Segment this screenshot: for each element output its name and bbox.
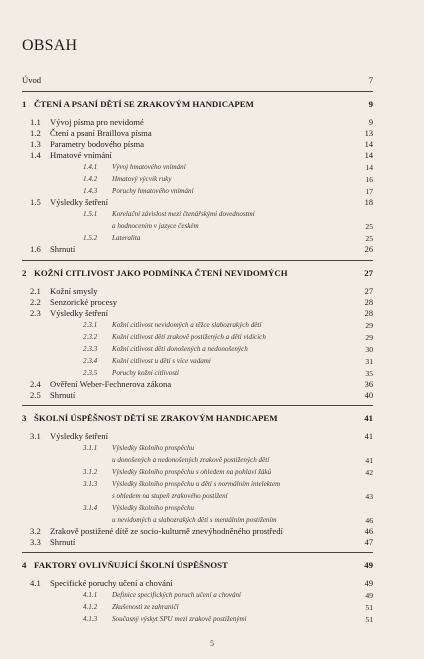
- toc-entry-page: 14: [365, 163, 373, 172]
- toc-entry: [0, 379, 424, 390]
- toc-entry-page: 49: [364, 560, 373, 570]
- toc-entry-title: Vývoj písma pro nevidomé: [50, 117, 144, 127]
- toc-entry: [0, 320, 424, 331]
- toc-entry-number: 2.3.1: [83, 321, 98, 329]
- toc-entry: [0, 503, 424, 514]
- toc-entry: [0, 590, 424, 601]
- section-divider: [22, 91, 373, 92]
- toc-entry: [0, 186, 424, 197]
- toc-entry-number: 2.2: [30, 297, 41, 307]
- toc-entry: [0, 368, 424, 379]
- page-number: 5: [210, 639, 214, 648]
- toc-entry-page: 51: [365, 615, 373, 624]
- toc-entry-page: 28: [364, 298, 373, 307]
- toc-entry-title: Shrnutí: [50, 244, 76, 254]
- toc-entry-page: 29: [365, 321, 373, 330]
- toc-entry: [0, 356, 424, 367]
- toc-entry-title: Úvod: [22, 75, 42, 85]
- toc-entry-title: u donošených a nedonošených zrakově postižených dětí: [112, 456, 270, 464]
- toc-entry-title: Výsledky šetření: [50, 308, 108, 318]
- toc-entry-number: 4.1.2: [83, 603, 98, 611]
- toc-entry-title: Hmatové vnímání: [50, 150, 112, 160]
- toc-entry-number: 1.1: [30, 117, 41, 127]
- toc-entry: [0, 244, 424, 255]
- section-divider: [22, 405, 373, 406]
- section-divider: [22, 552, 373, 553]
- toc-entry-title: Shrnutí: [50, 537, 76, 547]
- toc-entry-number: 4: [22, 560, 27, 570]
- toc-entry: [0, 75, 424, 86]
- toc-entry-number: 1.5: [30, 197, 41, 207]
- toc-entry-title: ŠKOLNÍ ÚSPĚŠNOST DĚTÍ SE ZRAKOVÝM HANDICAPEM: [34, 413, 278, 423]
- toc-entry-title: Parametry bodového písma: [50, 139, 145, 149]
- toc-entry: [0, 150, 424, 161]
- toc-entry: [0, 197, 424, 208]
- toc-entry-number: 4.1: [30, 578, 41, 588]
- toc-entry: [0, 162, 424, 173]
- toc-entry-number: 1.2: [30, 128, 41, 138]
- toc-entry-number: 1.4.2: [83, 175, 98, 183]
- toc-entry-title: FAKTORY OVLIVŇUJÍCÍ ŠKOLNÍ ÚSPĚŠNOST: [34, 560, 228, 570]
- toc-entry-number: 3.1.3: [83, 480, 98, 488]
- toc-entry-number: 2.3.2: [83, 333, 98, 341]
- toc-entry: [0, 602, 424, 613]
- toc-entry-number: 2: [22, 268, 27, 278]
- toc-entry-page: 31: [365, 357, 373, 366]
- toc-entry-page: 17: [365, 187, 373, 196]
- toc-entry: [0, 526, 424, 537]
- toc-entry-title: Výsledky školního prospěchu: [112, 444, 195, 452]
- toc-entry-number: 1.4.1: [83, 163, 98, 171]
- toc-entry-page: 27: [364, 287, 373, 296]
- toc-entry-page: 16: [365, 175, 373, 184]
- toc-entry-page: 9: [368, 118, 373, 127]
- toc-entry-title: Zrakově postižené dítě ze socio-kulturně znevýhodněného prostředí: [50, 526, 283, 536]
- toc-entry: [0, 209, 424, 220]
- toc-entry: [0, 117, 424, 128]
- page-title: OBSAH: [22, 37, 78, 54]
- toc-entry-number: 1.6: [30, 244, 41, 254]
- toc-entry-title: Lateralita: [112, 234, 141, 242]
- section-divider: [22, 260, 373, 261]
- toc-entry: [0, 221, 424, 232]
- toc-entry-page: 49: [364, 579, 373, 588]
- toc-entry-page: 14: [364, 151, 373, 160]
- toc-entry: [0, 455, 424, 466]
- toc-entry-page: 25: [365, 234, 373, 243]
- toc-entry: [0, 537, 424, 548]
- toc-heading-row: [0, 37, 424, 54]
- toc-entry-title: Výsledky šetření: [50, 197, 108, 207]
- toc-entry-title: Definice specifických poruch učení a chování: [112, 591, 242, 599]
- toc-entry-title: Shrnutí: [50, 390, 76, 400]
- toc-entry-number: 3.2: [30, 526, 41, 536]
- toc-entry-page: 46: [365, 516, 373, 525]
- toc-entry-title: Kožní citlivost u dětí s více vadami: [112, 357, 211, 365]
- toc-entry-title: Výsledky školního prospěchu: [112, 504, 195, 512]
- toc-entry: [0, 560, 424, 571]
- toc-entry-number: 4.1.1: [83, 591, 98, 599]
- toc-entry: [0, 443, 424, 454]
- toc-entry-title: Kožní citlivost dětí zrakově postižených a dětí vidících: [112, 333, 266, 341]
- toc-entry-number: 1.5.1: [83, 210, 98, 218]
- toc-entry-page: 41: [364, 413, 373, 423]
- toc-entry-page: 43: [365, 492, 373, 501]
- toc-entry: [0, 174, 424, 185]
- toc-entry: [0, 578, 424, 589]
- toc-entry-title: s ohledem na stupeň zrakového postižení: [112, 492, 228, 500]
- toc-entry-title: Současný výskyt SPU mezi zrakově postiženými: [112, 615, 247, 623]
- toc-entry-page: 41: [365, 456, 373, 465]
- toc-entry: [0, 139, 424, 150]
- toc-entry-title: Výsledky šetření: [50, 431, 108, 441]
- toc-entry-page: 46: [364, 527, 373, 536]
- toc-entry: [0, 413, 424, 424]
- toc-entry-number: 2.3.3: [83, 345, 98, 353]
- toc-entry-page: 13: [364, 129, 373, 138]
- toc-entry-number: 2.3: [30, 308, 41, 318]
- toc-entry: [0, 467, 424, 478]
- toc-entry-title: Ověření Weber-Fechnerova zákona: [50, 379, 172, 389]
- toc-entry-page: 47: [364, 538, 373, 547]
- toc-entry: [0, 614, 424, 625]
- toc-entry: [0, 297, 424, 308]
- toc-entry: [0, 390, 424, 401]
- toc-entry-title: ČTENÍ A PSANÍ DĚTÍ SE ZRAKOVÝM HANDICAPEM: [34, 99, 254, 109]
- toc-entry-title: Poruchy kožní citlivosti: [112, 369, 179, 377]
- toc-entry-number: 2.3.5: [83, 369, 98, 377]
- toc-entry-number: 1: [22, 99, 27, 109]
- toc-entry: [0, 99, 424, 110]
- toc-entry-title: Zkušenosti ze zahraničí: [112, 603, 179, 611]
- toc-entry-page: 7: [368, 76, 373, 85]
- toc-entry: [0, 479, 424, 490]
- toc-entry: [0, 491, 424, 502]
- toc-entry-title: Výsledky školního prospěchu s ohledem na pohlaví žáků: [112, 468, 272, 476]
- toc-entry-title: Poruchy hmatového vnímání: [112, 187, 194, 195]
- toc-entry: [0, 128, 424, 139]
- toc-entry-page: 9: [368, 99, 373, 109]
- toc-entry-title: Kožní citlivost nevidomých a těžce slabozrakých dětí: [112, 321, 262, 329]
- toc-entry-title: Čtení a psaní Braillova písma: [50, 128, 152, 138]
- toc-entry-number: 2.5: [30, 390, 41, 400]
- toc-entry-page: 51: [365, 603, 373, 612]
- toc-entry-page: 36: [364, 380, 373, 389]
- toc-entry-number: 4.1.3: [83, 615, 98, 623]
- toc-entry-page: 49: [365, 591, 373, 600]
- toc-entry-title: Hmatový výcvik ruky: [112, 175, 172, 183]
- toc-entry-number: 3.3: [30, 537, 41, 547]
- toc-entry: [0, 332, 424, 343]
- toc-entry-title: Výsledky školního prospěchu u dětí s normálním intelektem: [112, 480, 281, 488]
- toc-entry-title: Senzorické procesy: [50, 297, 118, 307]
- toc-entry-number: 1.4.3: [83, 187, 98, 195]
- toc-entry-page: 25: [365, 222, 373, 231]
- toc-entry-title: Specifické poruchy učení a chování: [50, 578, 173, 588]
- toc-entry: [0, 286, 424, 297]
- toc-entry: [0, 431, 424, 442]
- toc-entry-title: a hodnocením v jazyce českém: [112, 222, 199, 230]
- toc-entry-title: Kožní smysly: [50, 286, 98, 296]
- toc-entry-number: 2.4: [30, 379, 41, 389]
- toc-entry-number: 2.3.4: [83, 357, 98, 365]
- toc-entry-number: 1.4: [30, 150, 41, 160]
- toc-entry-page: 40: [364, 391, 373, 400]
- toc-entry-page: 26: [364, 245, 373, 254]
- toc-entry-title: KOŽNÍ CITLIVOST JAKO PODMÍNKA ČTENÍ NEVIDOMÝCH: [34, 268, 288, 278]
- toc-entry-page: 14: [364, 140, 373, 149]
- toc-entry-number: 1.5.2: [83, 234, 98, 242]
- toc-entry: [0, 515, 424, 526]
- toc-entry: [0, 233, 424, 244]
- toc-entry: [0, 344, 424, 355]
- toc-entry-page: 35: [365, 369, 373, 378]
- toc-entry-title: Korelační závislost mezi čtenářskými dovednostmi: [112, 210, 255, 218]
- toc-entry: [0, 308, 424, 319]
- toc-entry-number: 2.1: [30, 286, 41, 296]
- toc-entry-page: 18: [364, 198, 373, 207]
- toc-entry: [0, 268, 424, 279]
- toc-entry-number: 3.1: [30, 431, 41, 441]
- toc-entry-page: 42: [365, 468, 373, 477]
- toc-entry-number: 3.1.2: [83, 468, 98, 476]
- toc-entry-number: 3.1.4: [83, 504, 98, 512]
- toc-entry-page: 27: [364, 268, 373, 278]
- toc-entry-page: 30: [365, 345, 373, 354]
- toc-entry-page: 28: [364, 309, 373, 318]
- toc-entry-title: Kožní citlivost dětí donošených a nedonošených: [112, 345, 248, 353]
- toc-entry-title: Vývoj hmatového vnímání: [112, 163, 186, 171]
- toc-entry-number: 1.3: [30, 139, 41, 149]
- toc-entry-page: 41: [364, 432, 373, 441]
- toc-entry-page: 29: [365, 333, 373, 342]
- toc-entry-number: 3.1.1: [83, 444, 98, 452]
- toc-entry-number: 3: [22, 413, 27, 423]
- toc-entry-title: u nevidomých a slabozrakých dětí s mentálním postižením: [112, 516, 277, 524]
